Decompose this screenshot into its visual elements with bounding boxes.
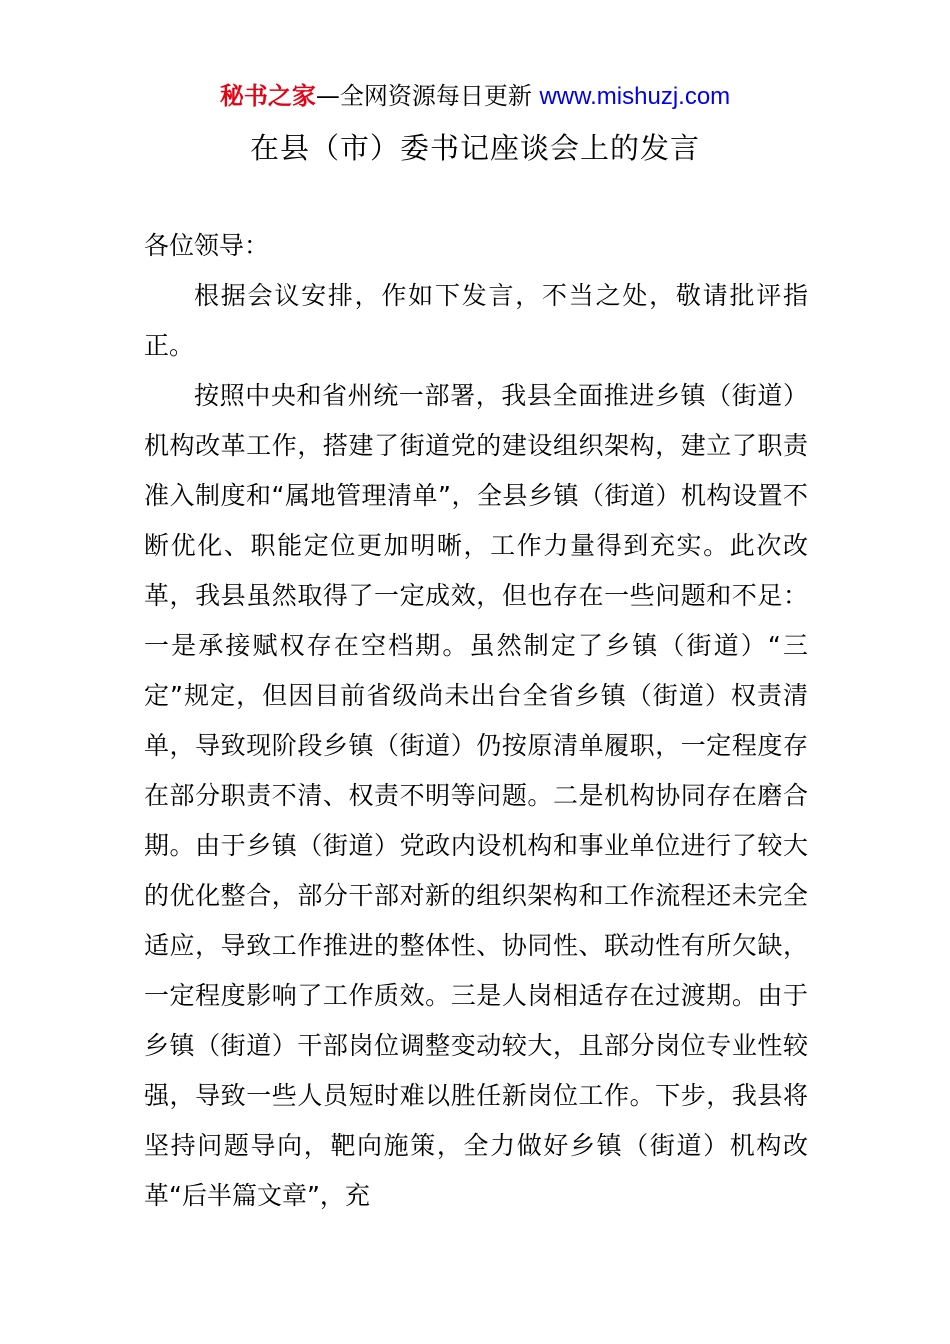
document-body: [144, 221, 808, 1221]
site-url-link[interactable]: www.mishuzj.com: [539, 83, 731, 110]
site-brand: 秘书之家: [219, 82, 316, 110]
paragraph: 按照中央和省州统一部署，我县全面推进乡镇（街道）机构改革工作，搭建了街道党的建设组织架构，建立了职责准入制度和“属地管理清单”，全县乡镇（街道）机构设置不断优化、职能定位更加明晰，工作力量得到充实。此次改革，我县虽然取得了一定成效，但也存在一些问题和不足：一是承接赋权存在空档期。虽然制定了乡镇（街道）“三定”规定，但因目前省级尚未出台全省乡镇（街道）权责清单，导致现阶段乡镇（街道）仍按原清单履职，一定程度存在部分职责不清、权责不明等问题。二是机构协同存在磨合期。由于乡镇（街道）党政内设机构和事业单位进行了较大的优化整合，部分干部对新的组织架构和工作流程还未完全适应，导致工作推进的整体性、协同性、联动性有所欠缺，一定程度影响了工作质效。三是人岗相适存在过渡期。由于乡镇（街道）干部岗位调整变动较大，且部分岗位专业性较强，导致一些人员短时难以胜任新岗位工作。下步，我县将坚持问题导向，靶向施策，全力做好乡镇（街道）机构改革“后半篇文章”，充: [144, 381, 808, 1210]
site-header: [0, 80, 950, 113]
paragraph: 根据会议安排，作如下发言，不当之处，敬请批评指正。: [144, 281, 808, 360]
document-title: 在县（市）委书记座谈会上的发言: [249, 131, 700, 165]
salutation: 各位领导：: [144, 231, 270, 260]
site-tagline: —全网资源每日更新: [315, 82, 540, 110]
